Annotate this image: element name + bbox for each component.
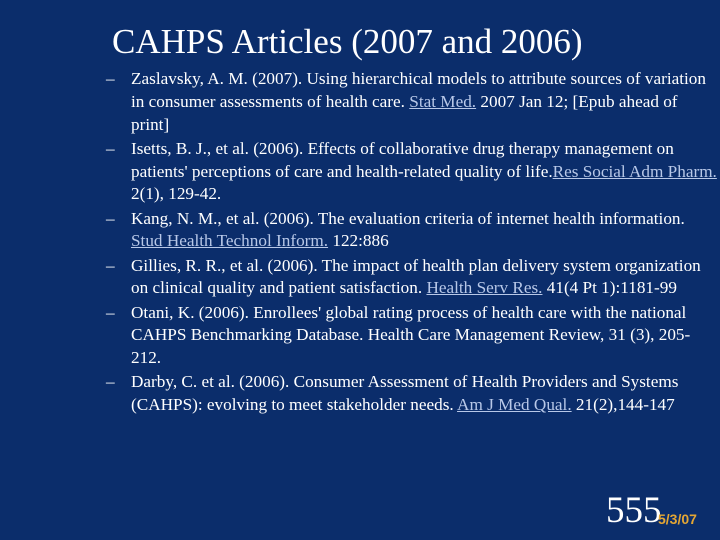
journal-link[interactable]: Stat Med. [409, 91, 477, 111]
list-dash: – [106, 138, 115, 158]
reference-text: Otani, K. (2006). Enrollees' global rating process of health care with the national CAHPS Benchmarking Database. Health Care Management Review, 31 (3), 205-212. [131, 302, 691, 368]
reference-citation: 41(4 Pt 1):1181-99 [542, 278, 677, 298]
reference-list [106, 68, 718, 418]
list-dash: – [106, 255, 115, 275]
reference-item [106, 68, 718, 136]
journal-link[interactable]: Am J Med Qual. [457, 395, 572, 415]
list-dash: – [106, 69, 115, 88]
reference-citation: 2(1), 129-42. [131, 184, 222, 204]
reference-item [106, 138, 718, 206]
list-dash: – [106, 372, 115, 392]
reference-citation: 122:886 [328, 231, 389, 251]
journal-link[interactable]: Stud Health Technol Inform. [131, 231, 329, 251]
journal-link[interactable]: Res Social Adm Pharm. [552, 161, 717, 181]
reference-item [106, 371, 718, 417]
list-dash: – [106, 302, 115, 322]
reference-citation: 2007 Jan 12; [Epub ahead of print] [131, 91, 678, 134]
reference-item [106, 255, 718, 301]
journal-link[interactable]: Health Serv Res. [426, 278, 543, 298]
slide-title: CAHPS Articles (2007 and 2006) [112, 22, 583, 61]
reference-text: Isetts, B. J., et al. (2006). Effects of collaborative drug therapy management on patients' perceptions of care and health-related quality of life. [131, 138, 674, 181]
reference-item [106, 208, 718, 254]
slide-date: 5/3/07 [658, 511, 697, 527]
reference-text: Zaslavsky, A. M. (2007). Using hierarchical models to attribute sources of variation in consumer assessments of health care. [131, 69, 706, 111]
reference-text: Kang, N. M., et al. (2006). The evaluation criteria of internet health information. [131, 208, 685, 228]
list-dash: – [106, 208, 115, 228]
reference-text: Darby, C. et al. (2006). Consumer Assessment of Health Providers and Systems (CAHPS): evolving to meet stakeholder needs. [131, 372, 679, 415]
page-number: 555 [606, 490, 662, 531]
reference-text: Gillies, R. R., et al. (2006). The impact of health plan delivery system organization on clinical quality and patient satisfaction. [131, 255, 701, 298]
reference-item [106, 302, 718, 370]
reference-citation: 21(2),144-147 [571, 395, 675, 415]
